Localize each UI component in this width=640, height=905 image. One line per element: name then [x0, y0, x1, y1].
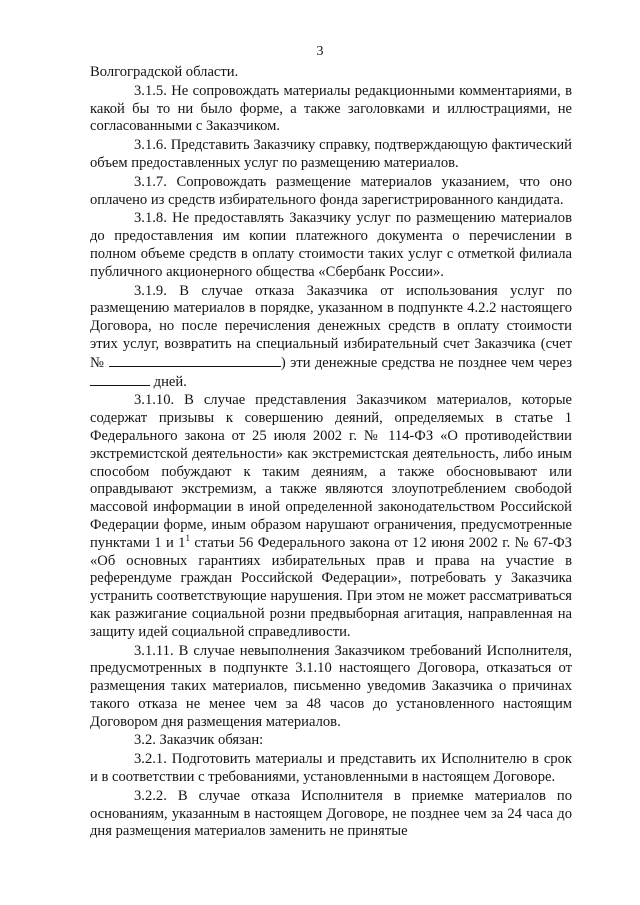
paragraph-text: Не предоставлять Заказчику услуг по размещению материалов до предоставления им копии платежного документа о перечислении в полном объеме средств в оплату стоимости таких услуг с отметкой филиала публичного акционерного общества «Сбербанк России».	[90, 210, 572, 280]
paragraph-3-1-5	[90, 83, 572, 136]
paragraph-3-2-2	[90, 788, 572, 841]
paragraph-3-2	[90, 732, 572, 750]
paragraph-3-1-9	[90, 283, 572, 392]
document-body	[90, 64, 572, 842]
paragraph-3-1-8	[90, 210, 572, 281]
paragraph-text: Волгоградской области.	[90, 64, 239, 80]
clause-number: 3.2.1.	[134, 751, 167, 768]
paragraph-3-1-7	[90, 174, 572, 210]
page-number: 3	[316, 44, 324, 59]
days-blank	[90, 373, 150, 386]
clause-number: 3.2.2.	[134, 787, 167, 804]
clause-number: 3.1.9.	[134, 282, 167, 299]
clause-number: 3.1.5.	[134, 82, 167, 99]
clause-number: 3.1.11.	[134, 642, 174, 659]
clause-number: 3.1.10.	[134, 392, 175, 409]
clause-number: 3.2.	[134, 732, 156, 749]
paragraph-text: Не сопровождать материалы редакционными комментариями, в какой бы то ни было форме, а также заголовками и иллюстрациями, не согласованными с Заказчиком.	[90, 82, 573, 135]
paragraph-text: дней.	[153, 373, 187, 390]
paragraph-text: В случае отказа Исполнителя в приемке материалов по основаниям, указанным в настоящем Договоре, не позднее чем за 24 часа до дня размещения материалов заменить не принятые	[90, 787, 572, 840]
clause-number: 3.1.8.	[134, 210, 167, 227]
paragraph-text: В случае отказа Заказчика от использования услуг по размещению материалов в порядке, указанном в подпункте 4.2.2 настоящего Договора, но после перечисления денежных средств в оплату стоимости этих услуг, возвратить на специальный избирательный счет Заказчика (счет №	[90, 282, 572, 371]
paragraph-text: Представить Заказчику справку, подтверждающую фактический объем предоставленных услуг по размещению материалов.	[90, 137, 572, 171]
paragraph-text: статьи 56 Федерального закона от 12 июня 2002 г. № 67-ФЗ «Об основных гарантиях избирательных прав и права на участие в референдуме граждан Российской Федерации», потребовать у Заказчика устранить соответствующие нарушения. При этом не может рассматриваться как разжигание социальной розни предвыборная агитация, направленная на защиту идей социальной справедливости.	[90, 534, 572, 640]
paragraph-3-1-11	[90, 643, 572, 732]
paragraph-3-2-1	[90, 751, 572, 787]
paragraph-text: В случае представления Заказчиком материалов, которые содержат призывы к совершению деяний, определяемых в статье 1 Федерального закона от 25 июля 2002 г. № 114-ФЗ «О противодействии экстремистской деятельности» как экстремистская деятельность, либо иным способом побуждают к таким деяниям, а также обосновывают или оправдывают экстремизм, а также являются злоупотреблением свободой массовой информации в иной определенной законодательством Российской Федерации форме, иным образом нарушают ограничения, предусмотренные пунктами 1 и 1	[90, 392, 572, 551]
paragraph-text: ) эти денежные средства не позднее чем через	[280, 354, 572, 371]
paragraph-continuation	[90, 64, 572, 82]
paragraph-text: Сопровождать размещение материалов указанием, что оно оплачено из средств избирательного фонда зарегистрированного кандидата.	[90, 173, 572, 208]
paragraph-text: В случае невыполнения Заказчиком требований Исполнителя, предусмотренных в подпункте 3.1.10 настоящего Договора, отказаться от размещения таких материалов, письменно уведомив Заказчика о причинах такого отказа не менее чем за 48 часов до установленного настоящим Договором дня размещения материалов.	[90, 642, 572, 730]
paragraph-3-1-6	[90, 137, 572, 173]
paragraph-text: Подготовить материалы и представить их Исполнителю в срок и в соответствии с требованиями, установленными в настоящем Договоре.	[90, 751, 572, 786]
clause-number: 3.1.6.	[134, 137, 167, 154]
paragraph-text: Заказчик обязан:	[159, 732, 264, 749]
clause-number: 3.1.7.	[134, 173, 167, 190]
superscript-marker: 1	[185, 532, 190, 543]
paragraph-3-1-10	[90, 392, 572, 641]
account-number-blank	[109, 354, 281, 367]
